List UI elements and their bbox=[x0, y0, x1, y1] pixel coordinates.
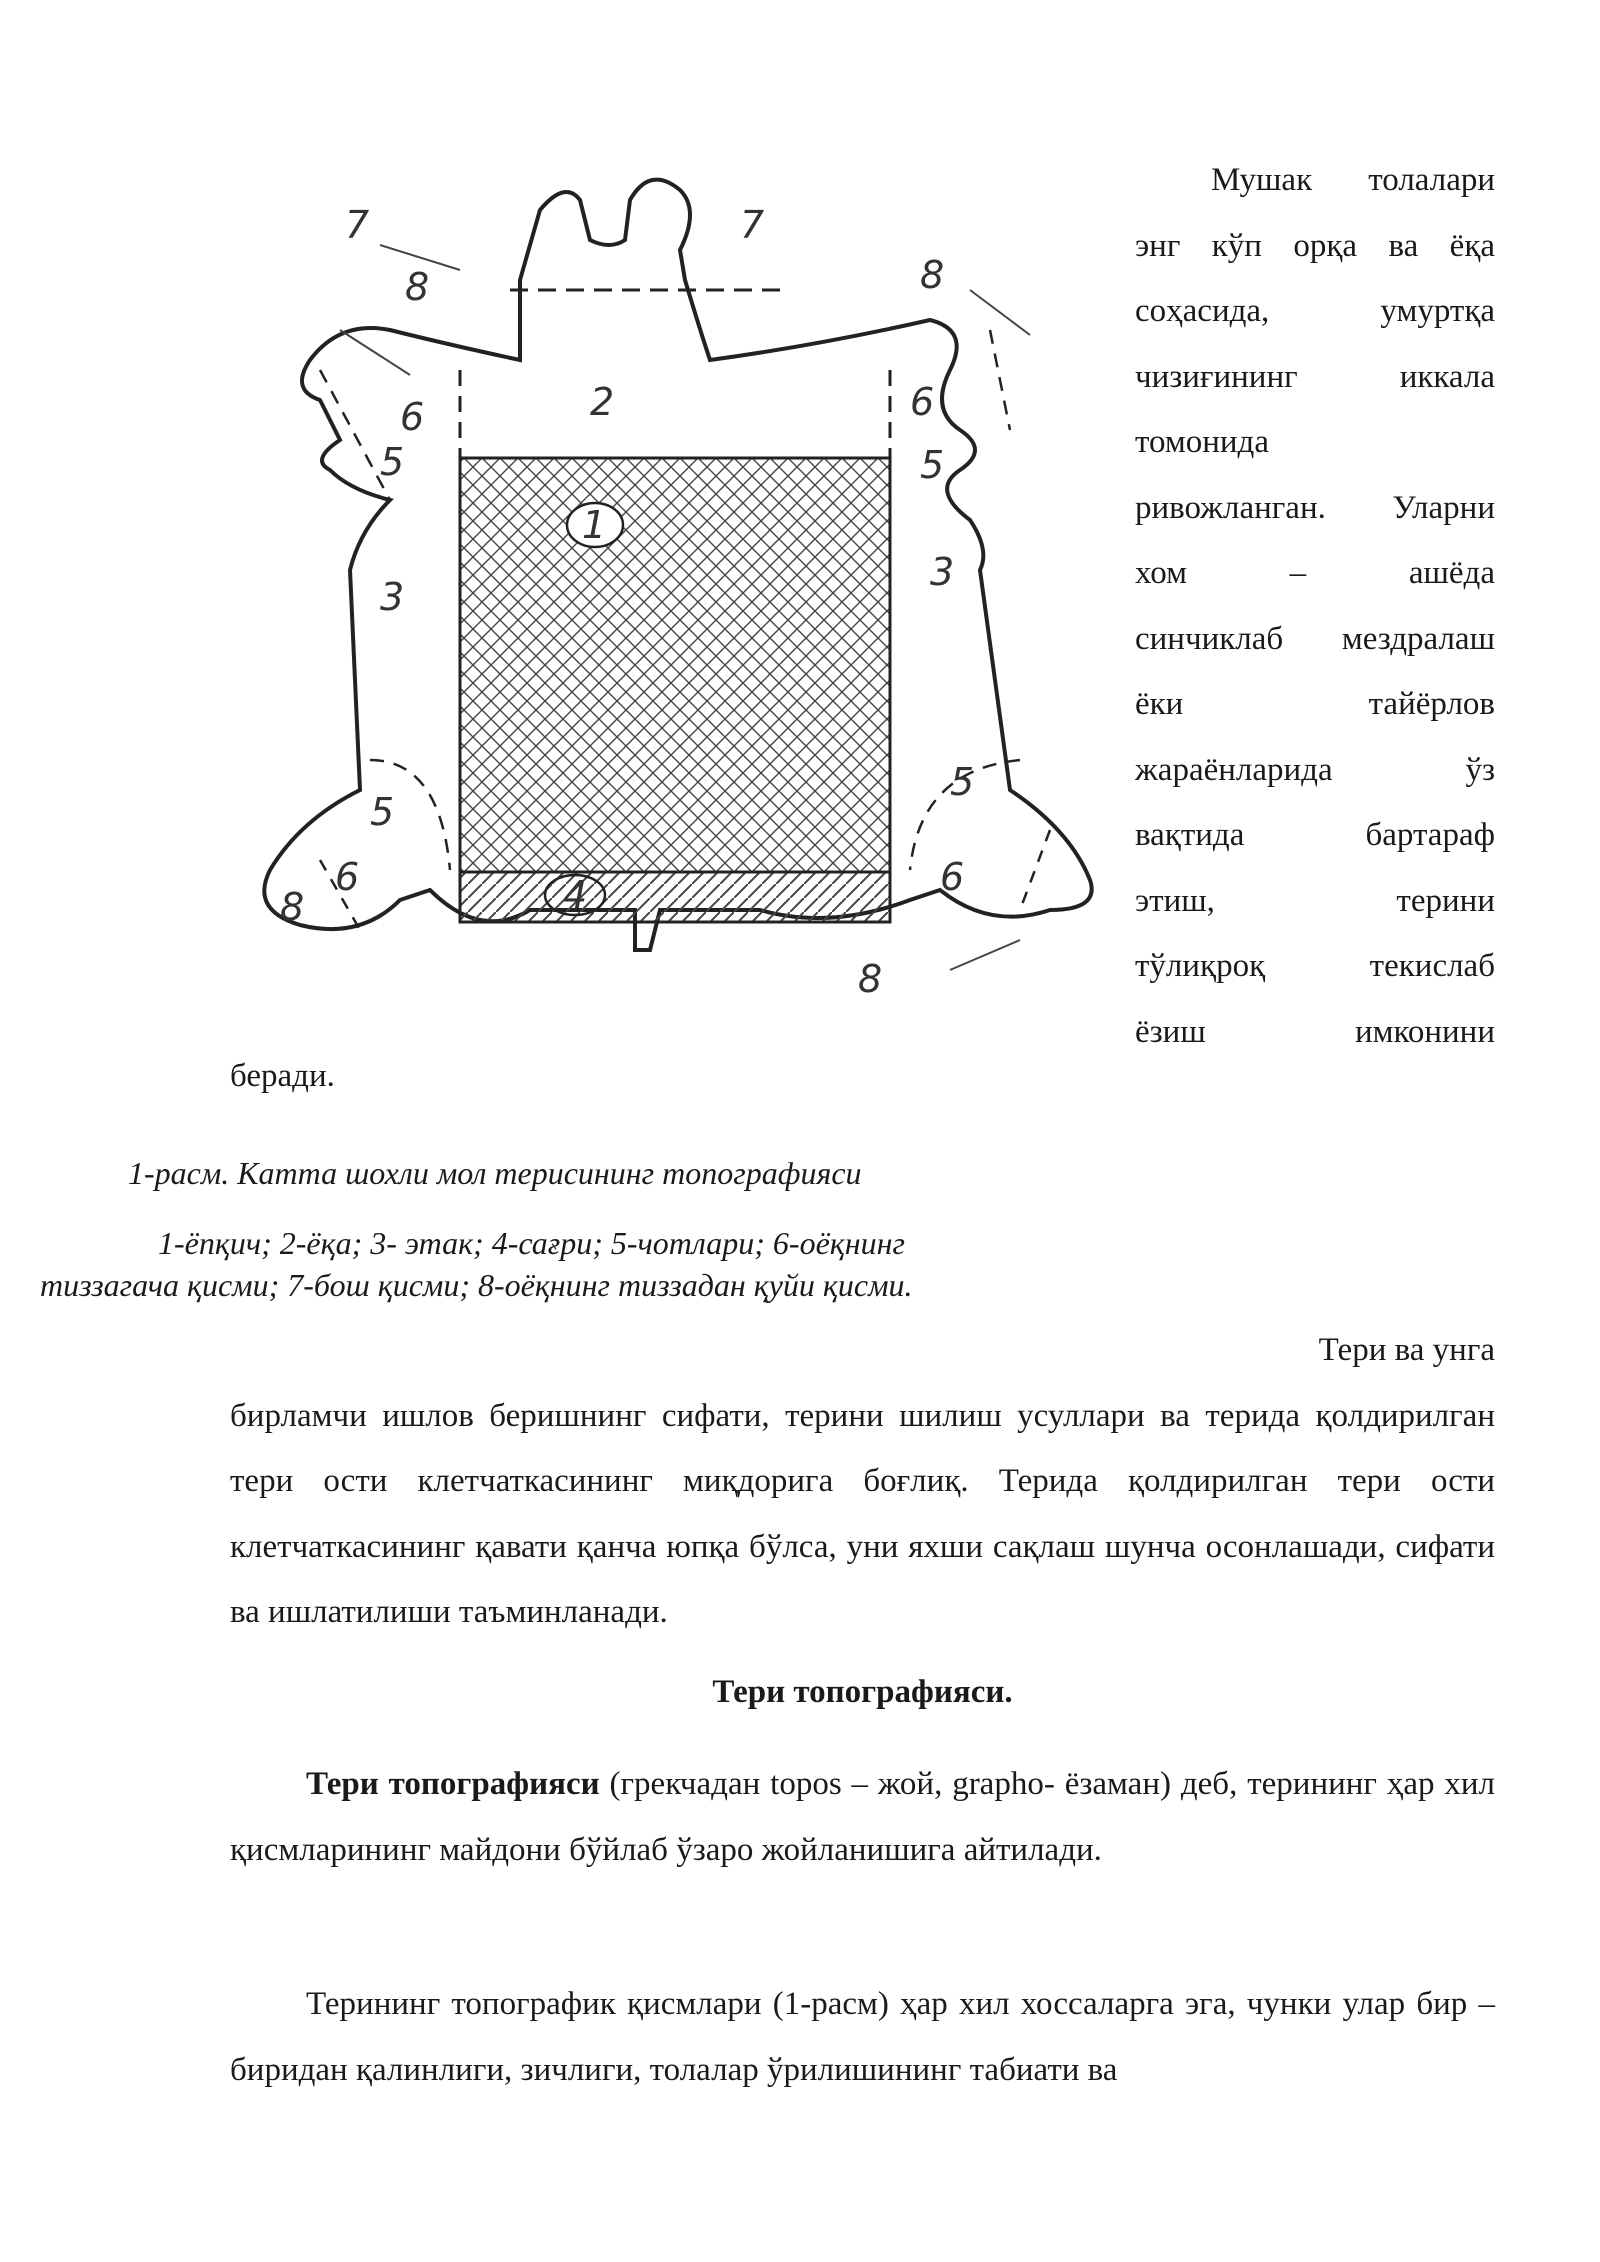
label-7-right: 7 bbox=[740, 203, 765, 247]
side-line: этиш, терини bbox=[1135, 882, 1495, 919]
label-3-left: 3 bbox=[380, 575, 405, 619]
hide-diagram bbox=[230, 170, 1110, 1010]
side-text-tail: беради. bbox=[230, 1058, 335, 1094]
paragraph-1-lead: Тери ва унга bbox=[1318, 1332, 1495, 1368]
side-text-column bbox=[1135, 148, 1495, 1065]
label-6-top-left: 6 bbox=[400, 395, 425, 439]
paragraph-2-term: Тери топографияси bbox=[306, 1766, 600, 1802]
label-2: 2 bbox=[590, 380, 615, 424]
side-line: энг кўп орқа ва ёқа bbox=[1135, 227, 1495, 264]
side-line: вақтида бартараф bbox=[1135, 817, 1495, 853]
label-4: 4 bbox=[563, 873, 588, 917]
figure-caption-title: 1-расм. Катта шохли мол терисининг топографияси bbox=[128, 1155, 862, 1191]
label-6-top-right: 6 bbox=[910, 380, 935, 424]
label-5-top-right: 5 bbox=[920, 443, 945, 487]
caption-legend-line-1: 1-ёпқич; 2-ёқа; 3- этак; 4-сағри; 5-чотлари; 6-оёқнинг bbox=[158, 1225, 905, 1261]
zone-1-croupon bbox=[460, 458, 890, 872]
side-line: ёзиш имконини bbox=[1135, 1013, 1495, 1050]
label-3-right: 3 bbox=[930, 550, 955, 594]
side-line: ривожланган. Уларни bbox=[1135, 489, 1495, 526]
section-heading: Тери топографияси. bbox=[712, 1674, 1013, 1710]
label-7-left: 7 bbox=[345, 203, 370, 247]
side-line: томонида bbox=[1135, 424, 1269, 460]
label-1: 1 bbox=[582, 503, 607, 547]
side-line: Мушак толалари bbox=[1211, 162, 1495, 198]
side-line: соҳасида, умуртқа bbox=[1135, 293, 1495, 329]
side-line: ёки тайёрлов bbox=[1135, 686, 1495, 722]
label-8-top-left: 8 bbox=[405, 265, 430, 309]
label-8-bottom-right: 8 bbox=[858, 957, 883, 1001]
label-6-bottom-right: 6 bbox=[940, 855, 965, 899]
side-line: хом – ашёда bbox=[1135, 555, 1495, 591]
side-line: жараёнларида ўз bbox=[1135, 751, 1495, 788]
label-8-top-right: 8 bbox=[920, 253, 945, 297]
paragraph-2-rest: (грекчадан topos – жой, grapho- ёзаман) деб, терининг ҳар хил қисмларининг майдони бўйлаб ўзаро жойланишига айтилади. bbox=[230, 1766, 1495, 1868]
zone-4-butt bbox=[460, 872, 890, 922]
side-line: чизиғининг иккала bbox=[1135, 358, 1495, 395]
paragraph-1-rest: бирламчи ишлов беришнинг сифати, терини шилиш усуллари ва терида қолдирилган тери ости клетчаткасининг миқдорига боғлиқ. Терида қолдирилган тери ости клетчаткасининг қавати қанча юпқа бўлса, уни яхши сақлаш шунча осонлашади, сифати ва ишлатилиши таъминланади. bbox=[230, 1397, 1495, 1630]
figure-caption-legend bbox=[40, 1222, 1090, 1306]
caption-legend-line-2: тиззагача қисми; 7-бош қисми; 8-оёқнинг тиззадан қуйи қисми. bbox=[40, 1267, 913, 1303]
side-line: тўлиқроқ текислаб bbox=[1135, 948, 1495, 984]
label-5-bottom-left: 5 bbox=[370, 790, 395, 834]
paragraph-1 bbox=[230, 1318, 1495, 1646]
hide-topography-figure bbox=[230, 170, 1110, 1010]
label-8-bottom-left: 8 bbox=[280, 885, 305, 929]
side-line: синчиклаб мездралаш bbox=[1135, 620, 1495, 657]
paragraph-3: Терининг топографик қисмлари (1-расм) ҳар хил хоссаларга эга, чунки улар бир – биридан қалинлиги, зичлиги, толалар ўрилишининг табиати ва bbox=[230, 1986, 1495, 2088]
paragraph-2 bbox=[230, 1752, 1495, 1883]
label-5-bottom-right: 5 bbox=[950, 760, 975, 804]
label-6-bottom-left: 6 bbox=[335, 855, 360, 899]
label-5-top-left: 5 bbox=[380, 440, 405, 484]
